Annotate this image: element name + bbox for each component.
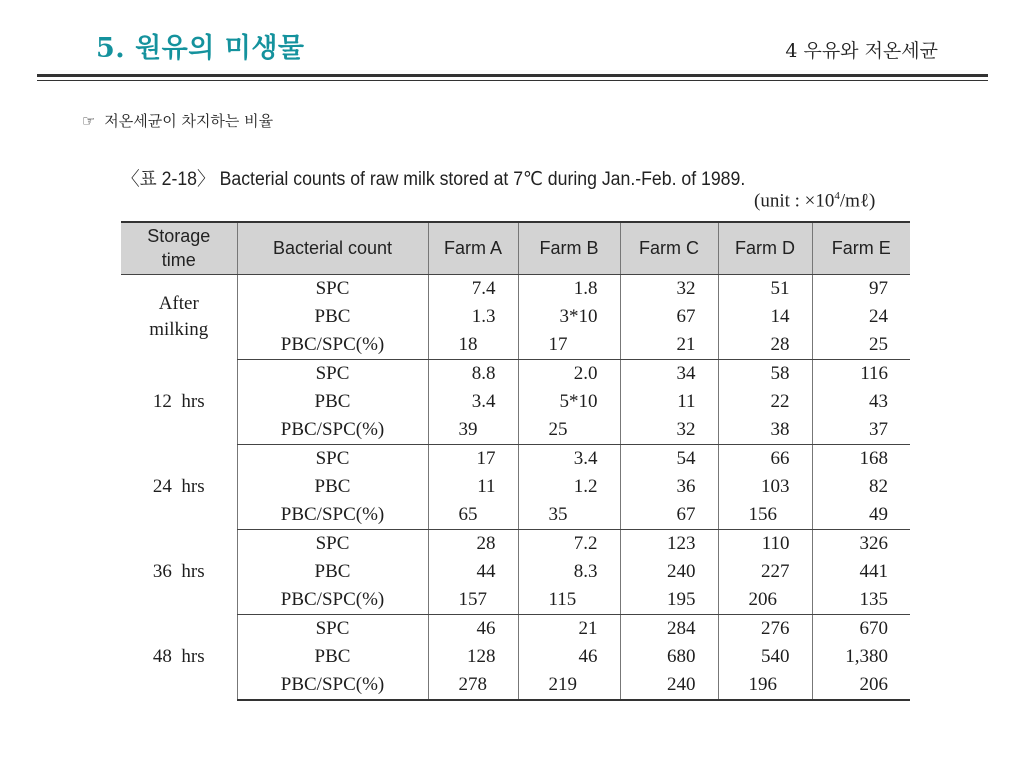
cell-farm-e: 25	[812, 331, 910, 360]
cell-farm-b: 5*10	[518, 388, 620, 416]
cell-farm-e: 206	[812, 671, 910, 700]
table-row	[121, 671, 910, 700]
cell-farm-c: 32	[620, 416, 718, 445]
cell-farm-a: 128	[428, 643, 518, 671]
cell-farm-e: 82	[812, 473, 910, 501]
storage-time-line1: 24 hrs	[152, 475, 205, 497]
table-row	[121, 529, 910, 558]
measure-label: SPC	[237, 614, 428, 643]
header-storage-line1: Storage	[147, 226, 211, 247]
page-title: 5. 원유의 미생물	[96, 33, 305, 64]
table-row	[121, 558, 910, 586]
storage-time-cell	[121, 359, 237, 444]
storage-time-cell	[121, 444, 237, 529]
cell-farm-a: 18	[428, 331, 518, 360]
table-row	[121, 444, 910, 473]
cell-farm-e: 441	[812, 558, 910, 586]
header-farm-d: Farm D	[718, 222, 812, 274]
cell-farm-c: 240	[620, 671, 718, 700]
cell-farm-a: 11	[428, 473, 518, 501]
cell-farm-c: 21	[620, 331, 718, 360]
table-row	[121, 274, 910, 303]
cell-farm-b: 1.2	[518, 473, 620, 501]
cell-farm-a: 28	[428, 529, 518, 558]
cell-farm-e: 24	[812, 303, 910, 331]
header-bacterial-count: Bacterial count	[237, 222, 428, 274]
cell-farm-a: 65	[428, 501, 518, 530]
cell-farm-d: 196	[718, 671, 812, 700]
table-row	[121, 359, 910, 388]
cell-farm-c: 54	[620, 444, 718, 473]
cell-farm-c: 680	[620, 643, 718, 671]
table-row	[121, 586, 910, 615]
cell-farm-b: 17	[518, 331, 620, 360]
cell-farm-c: 34	[620, 359, 718, 388]
measure-label: SPC	[237, 359, 428, 388]
cell-farm-b: 3.4	[518, 444, 620, 473]
header-farm-c: Farm C	[620, 222, 718, 274]
cell-farm-a: 39	[428, 416, 518, 445]
cell-farm-a: 44	[428, 558, 518, 586]
pointing-hand-icon: ☞	[82, 112, 96, 130]
header-storage-time	[121, 222, 237, 274]
cell-farm-b: 25	[518, 416, 620, 445]
table-row	[121, 303, 910, 331]
cell-farm-a: 17	[428, 444, 518, 473]
cell-farm-d: 14	[718, 303, 812, 331]
storage-time-line2: milking	[149, 318, 209, 340]
cell-farm-d: 110	[718, 529, 812, 558]
cell-farm-d: 206	[718, 586, 812, 615]
cell-farm-d: 103	[718, 473, 812, 501]
table-row	[121, 331, 910, 360]
measure-label: PBC/SPC(%)	[237, 416, 428, 445]
measure-label: PBC	[237, 388, 428, 416]
measure-label: PBC/SPC(%)	[237, 586, 428, 615]
storage-time-line1: After	[158, 292, 199, 314]
measure-label: PBC	[237, 643, 428, 671]
header-divider-thick	[37, 74, 988, 77]
measure-label: SPC	[237, 274, 428, 303]
subtitle-text: 저온세균이 차지하는 비율	[104, 112, 274, 130]
cell-farm-b: 3*10	[518, 303, 620, 331]
measure-label: PBC	[237, 473, 428, 501]
cell-farm-b: 219	[518, 671, 620, 700]
cell-farm-d: 28	[718, 331, 812, 360]
cell-farm-e: 1,380	[812, 643, 910, 671]
unit-prefix: (unit : ×10	[754, 190, 835, 212]
cell-farm-a: 278	[428, 671, 518, 700]
storage-time-cell	[121, 274, 237, 359]
storage-time-line1: 12 hrs	[152, 390, 205, 412]
cell-farm-a: 8.8	[428, 359, 518, 388]
unit-suffix: /mℓ)	[839, 190, 876, 212]
cell-farm-a: 157	[428, 586, 518, 615]
table-row	[121, 614, 910, 643]
cell-farm-b: 1.8	[518, 274, 620, 303]
cell-farm-a: 7.4	[428, 274, 518, 303]
header-farm-a: Farm A	[428, 222, 518, 274]
cell-farm-b: 21	[518, 614, 620, 643]
cell-farm-e: 49	[812, 501, 910, 530]
cell-farm-d: 22	[718, 388, 812, 416]
cell-farm-d: 276	[718, 614, 812, 643]
bacterial-counts-table	[121, 221, 910, 701]
cell-farm-d: 227	[718, 558, 812, 586]
table-caption: 〈표 2-18〉 Bacterial counts of raw milk stored at 7℃ during Jan.-Feb. of 1989.	[122, 169, 746, 190]
cell-farm-d: 156	[718, 501, 812, 530]
measure-label: PBC/SPC(%)	[237, 501, 428, 530]
cell-farm-d: 38	[718, 416, 812, 445]
cell-farm-d: 66	[718, 444, 812, 473]
measure-label: SPC	[237, 529, 428, 558]
table-header-row	[121, 222, 910, 274]
subtitle	[82, 110, 273, 131]
measure-label: PBC/SPC(%)	[237, 331, 428, 360]
cell-farm-a: 46	[428, 614, 518, 643]
unit-exponent: 4	[834, 190, 840, 202]
cell-farm-b: 2.0	[518, 359, 620, 388]
cell-farm-c: 123	[620, 529, 718, 558]
cell-farm-c: 11	[620, 388, 718, 416]
cell-farm-c: 36	[620, 473, 718, 501]
cell-farm-b: 7.2	[518, 529, 620, 558]
cell-farm-c: 195	[620, 586, 718, 615]
table-row	[121, 643, 910, 671]
cell-farm-d: 58	[718, 359, 812, 388]
cell-farm-b: 115	[518, 586, 620, 615]
cell-farm-b: 8.3	[518, 558, 620, 586]
cell-farm-c: 240	[620, 558, 718, 586]
cell-farm-e: 43	[812, 388, 910, 416]
storage-time-line1: 48 hrs	[152, 645, 205, 667]
header-divider-thin	[37, 80, 988, 81]
table-row	[121, 473, 910, 501]
measure-label: PBC	[237, 303, 428, 331]
storage-time-line1: 36 hrs	[152, 560, 205, 582]
storage-time-cell	[121, 614, 237, 700]
cell-farm-b: 46	[518, 643, 620, 671]
cell-farm-e: 135	[812, 586, 910, 615]
cell-farm-e: 97	[812, 274, 910, 303]
cell-farm-e: 116	[812, 359, 910, 388]
cell-farm-a: 1.3	[428, 303, 518, 331]
cell-farm-e: 326	[812, 529, 910, 558]
header-farm-e: Farm E	[812, 222, 910, 274]
cell-farm-c: 67	[620, 501, 718, 530]
measure-label: SPC	[237, 444, 428, 473]
cell-farm-d: 540	[718, 643, 812, 671]
measure-label: PBC	[237, 558, 428, 586]
cell-farm-a: 3.4	[428, 388, 518, 416]
cell-farm-b: 35	[518, 501, 620, 530]
cell-farm-d: 51	[718, 274, 812, 303]
table-row	[121, 388, 910, 416]
cell-farm-c: 32	[620, 274, 718, 303]
cell-farm-c: 284	[620, 614, 718, 643]
header-farm-b: Farm B	[518, 222, 620, 274]
table-row	[121, 501, 910, 530]
cell-farm-e: 168	[812, 444, 910, 473]
table-row	[121, 416, 910, 445]
storage-time-cell	[121, 529, 237, 614]
measure-label: PBC/SPC(%)	[237, 671, 428, 700]
header-storage-line2: time	[161, 250, 196, 271]
table-unit	[754, 190, 875, 212]
cell-farm-e: 670	[812, 614, 910, 643]
cell-farm-e: 37	[812, 416, 910, 445]
section-title: 4 우유와 저온세균	[785, 40, 938, 62]
cell-farm-c: 67	[620, 303, 718, 331]
